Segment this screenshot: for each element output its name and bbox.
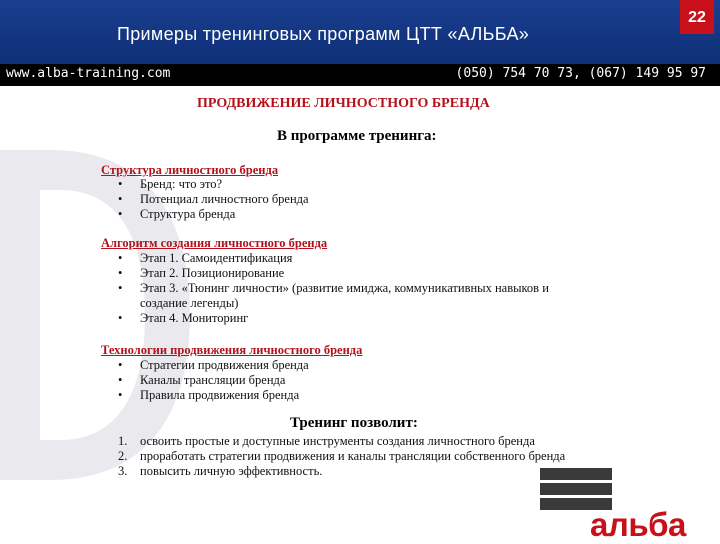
list-item: • Этап 3. «Тюнинг личности» (развитие имиджа, коммуникативных навыков и создание легенды) xyxy=(118,281,588,311)
slide-title: Примеры тренинговых программ ЦТТ «АЛЬБА» xyxy=(117,24,530,44)
list-item: 3. повысить личную эффективность. xyxy=(118,464,323,478)
document-page xyxy=(0,86,720,540)
slide-header xyxy=(0,0,720,64)
program-subheading: В программе тренинга: xyxy=(277,128,437,144)
list-item: • Правила продвижения бренда xyxy=(118,388,309,403)
section-heading: Технологии продвижения личностного бренда xyxy=(101,343,363,357)
list-item: • Бренд: что это? xyxy=(118,177,309,192)
section-list xyxy=(118,358,309,403)
document-title: ПРОДВИЖЕНИЕ ЛИЧНОСТНОГО БРЕНДА xyxy=(197,96,490,111)
outcomes-list xyxy=(118,434,565,479)
list-item: • Потенциал личностного бренда xyxy=(118,192,309,207)
website-link[interactable]: www.alba-training.com xyxy=(6,66,171,81)
section-list xyxy=(118,177,309,222)
list-item: 1. освоить простые и доступные инструменты создания личностного бренда xyxy=(118,434,535,448)
list-item: • Этап 2. Позиционирование xyxy=(118,266,588,281)
thumbnail xyxy=(540,483,612,495)
page-number-badge: 22 xyxy=(680,0,714,34)
section-heading: Алгоритм создания личностного бренда xyxy=(101,236,328,250)
list-item: • Структура бренда xyxy=(118,207,309,222)
list-item: • Каналы трансляции бренда xyxy=(118,373,309,388)
list-item: • Этап 4. Мониторинг xyxy=(118,311,588,326)
section-list xyxy=(118,251,588,326)
contact-band xyxy=(0,64,720,86)
phone-numbers: (050) 754 70 73, (067) 149 95 97 xyxy=(455,66,706,81)
list-item: 2. проработать стратегии продвижения и каналы трансляции собственного бренда xyxy=(118,449,566,463)
outcomes-subheading: Тренинг позволит: xyxy=(290,415,418,431)
alba-logo: альба xyxy=(590,506,686,543)
list-item: • Этап 1. Самоидентификация xyxy=(118,251,588,266)
section-heading: Структура личностного бренда xyxy=(101,163,279,177)
list-item: • Стратегии продвижения бренда xyxy=(118,358,309,373)
thumbnail xyxy=(540,468,612,480)
